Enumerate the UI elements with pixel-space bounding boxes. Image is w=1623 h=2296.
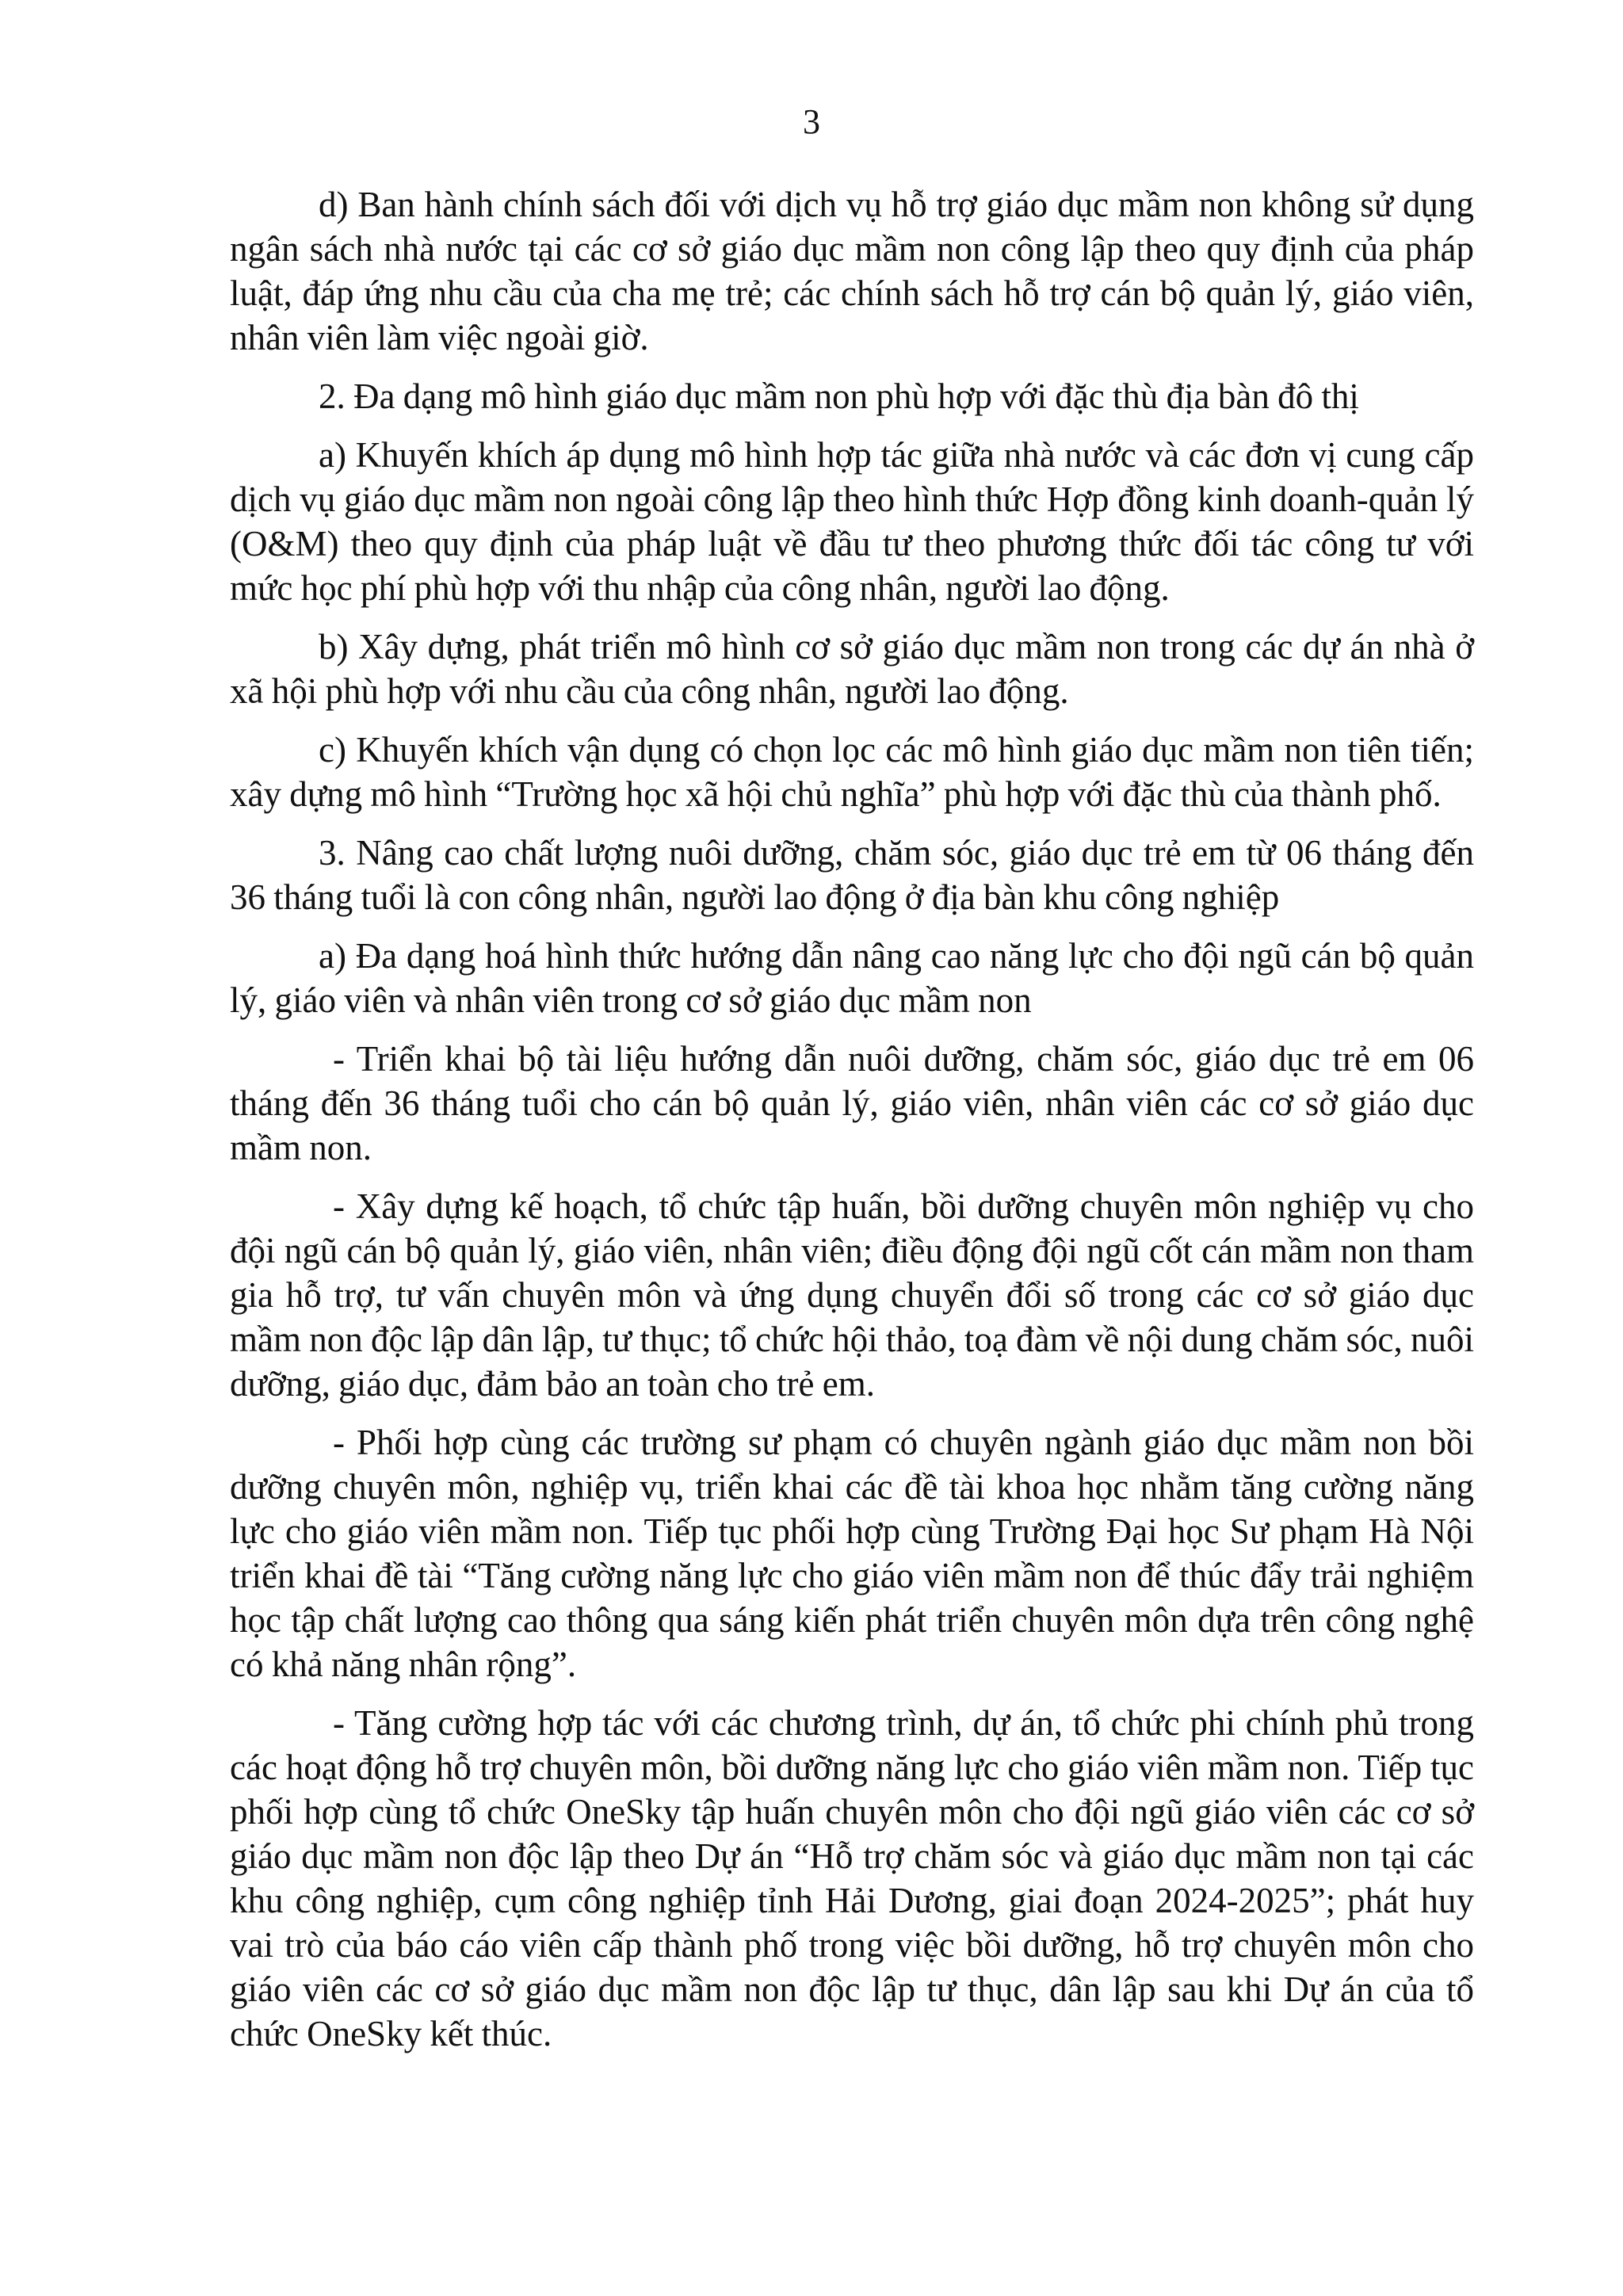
section-2-heading: 2. Đa dạng mô hình giáo dục mầm non phù hợp với đặc thù địa bàn đô thị — [319, 376, 1359, 416]
section-3-heading: 3. Nâng cao chất lượng nuôi dưỡng, chăm sóc, giáo dục trẻ em từ 06 tháng đến 36 tháng tuổi là con công nhân, người lao động ở địa bàn khu công nghiệp — [230, 833, 1474, 917]
bullet-item-4: - Tăng cường hợp tác với các chương trình, dự án, tổ chức phi chính phủ trong các hoạt động hỗ trợ chuyên môn, bồi dưỡng năng lực cho giáo viên mầm non. Tiếp tục phối hợp cùng tổ chức OneSky tập huấn chuyên môn cho đội ngũ giáo viên các cơ sở giáo dục mầm non độc lập theo Dự án “Hỗ trợ chăm sóc và giáo dục mầm non tại các khu công nghiệp, cụm công nghiệp tỉnh Hải Dương, giai đoạn 2024-2025”; phát huy vai trò của báo cáo viên cấp thành phố trong việc bồi dưỡng, hỗ trợ chuyên môn cho giáo viên các cơ sở giáo dục mầm non độc lập tư thục, dân lập sau khi Dự án của tổ chức OneSky kết thúc. — [230, 1703, 1474, 2053]
paragraph-1d-policy: d) Ban hành chính sách đối với dịch vụ hỗ trợ giáo dục mầm non không sử dụng ngân sách nhà nước tại các cơ sở giáo dục mầm non công lập theo quy định của pháp luật, đáp ứng nhu cầu của cha mẹ trẻ; các chính sách hỗ trợ cán bộ quản lý, giáo viên, nhân viên làm việc ngoài giờ. — [230, 185, 1474, 357]
paragraph-2a: a) Khuyến khích áp dụng mô hình hợp tác giữa nhà nước và các đơn vị cung cấp dịch vụ giáo dục mầm non ngoài công lập theo hình thức Hợp đồng kinh doanh-quản lý (O&M) theo quy định của pháp luật về đầu tư theo phương thức đối tác công tư với mức học phí phù hợp với thu nhập của công nhân, người lao động. — [230, 435, 1474, 608]
paragraph-2b: b) Xây dựng, phát triển mô hình cơ sở giáo dục mầm non trong các dự án nhà ở xã hội phù hợp với nhu cầu của công nhân, người lao động. — [230, 627, 1474, 711]
bullet-item-3: - Phối hợp cùng các trường sư phạm có chuyên ngành giáo dục mầm non bồi dưỡng chuyên môn, nghiệp vụ, triển khai các đề tài khoa học nhằm tăng cường năng lực cho giáo viên mầm non. Tiếp tục phối hợp cùng Trường Đại học Sư phạm Hà Nội triển khai đề tài “Tăng cường năng lực cho giáo viên mầm non để thúc đẩy trải nghiệm học tập chất lượng cao thông qua sáng kiến phát triển chuyên môn dựa trên công nghệ có khả năng nhân rộng”. — [230, 1423, 1474, 1684]
paragraph-3a: a) Đa dạng hoá hình thức hướng dẫn nâng cao năng lực cho đội ngũ cán bộ quản lý, giáo viên và nhân viên trong cơ sở giáo dục mầm non — [230, 936, 1474, 1020]
paragraph-2c: c) Khuyến khích vận dụng có chọn lọc các mô hình giáo dục mầm non tiên tiến; xây dựng mô hình “Trường học xã hội chủ nghĩa” phù hợp với đặc thù của thành phố. — [230, 730, 1474, 814]
page-number: 3 — [803, 102, 820, 141]
document-body — [230, 182, 1474, 2070]
bullet-item-1: - Triển khai bộ tài liệu hướng dẫn nuôi dưỡng, chăm sóc, giáo dục trẻ em 06 tháng đến 36 tháng tuổi cho cán bộ quản lý, giáo viên, nhân viên các cơ sở giáo dục mầm non. — [230, 1039, 1474, 1167]
bullet-item-2: - Xây dựng kế hoạch, tổ chức tập huấn, bồi dưỡng chuyên môn nghiệp vụ cho đội ngũ cán bộ quản lý, giáo viên, nhân viên; điều động đội ngũ cốt cán mầm non tham gia hỗ trợ, tư vấn chuyên môn và ứng dụng chuyển đổi số trong các cơ sở giáo dục mầm non độc lập dân lập, tư thục; tổ chức hội thảo, toạ đàm về nội dung chăm sóc, nuôi dưỡng, giáo dục, đảm bảo an toàn cho trẻ em. — [230, 1186, 1474, 1404]
